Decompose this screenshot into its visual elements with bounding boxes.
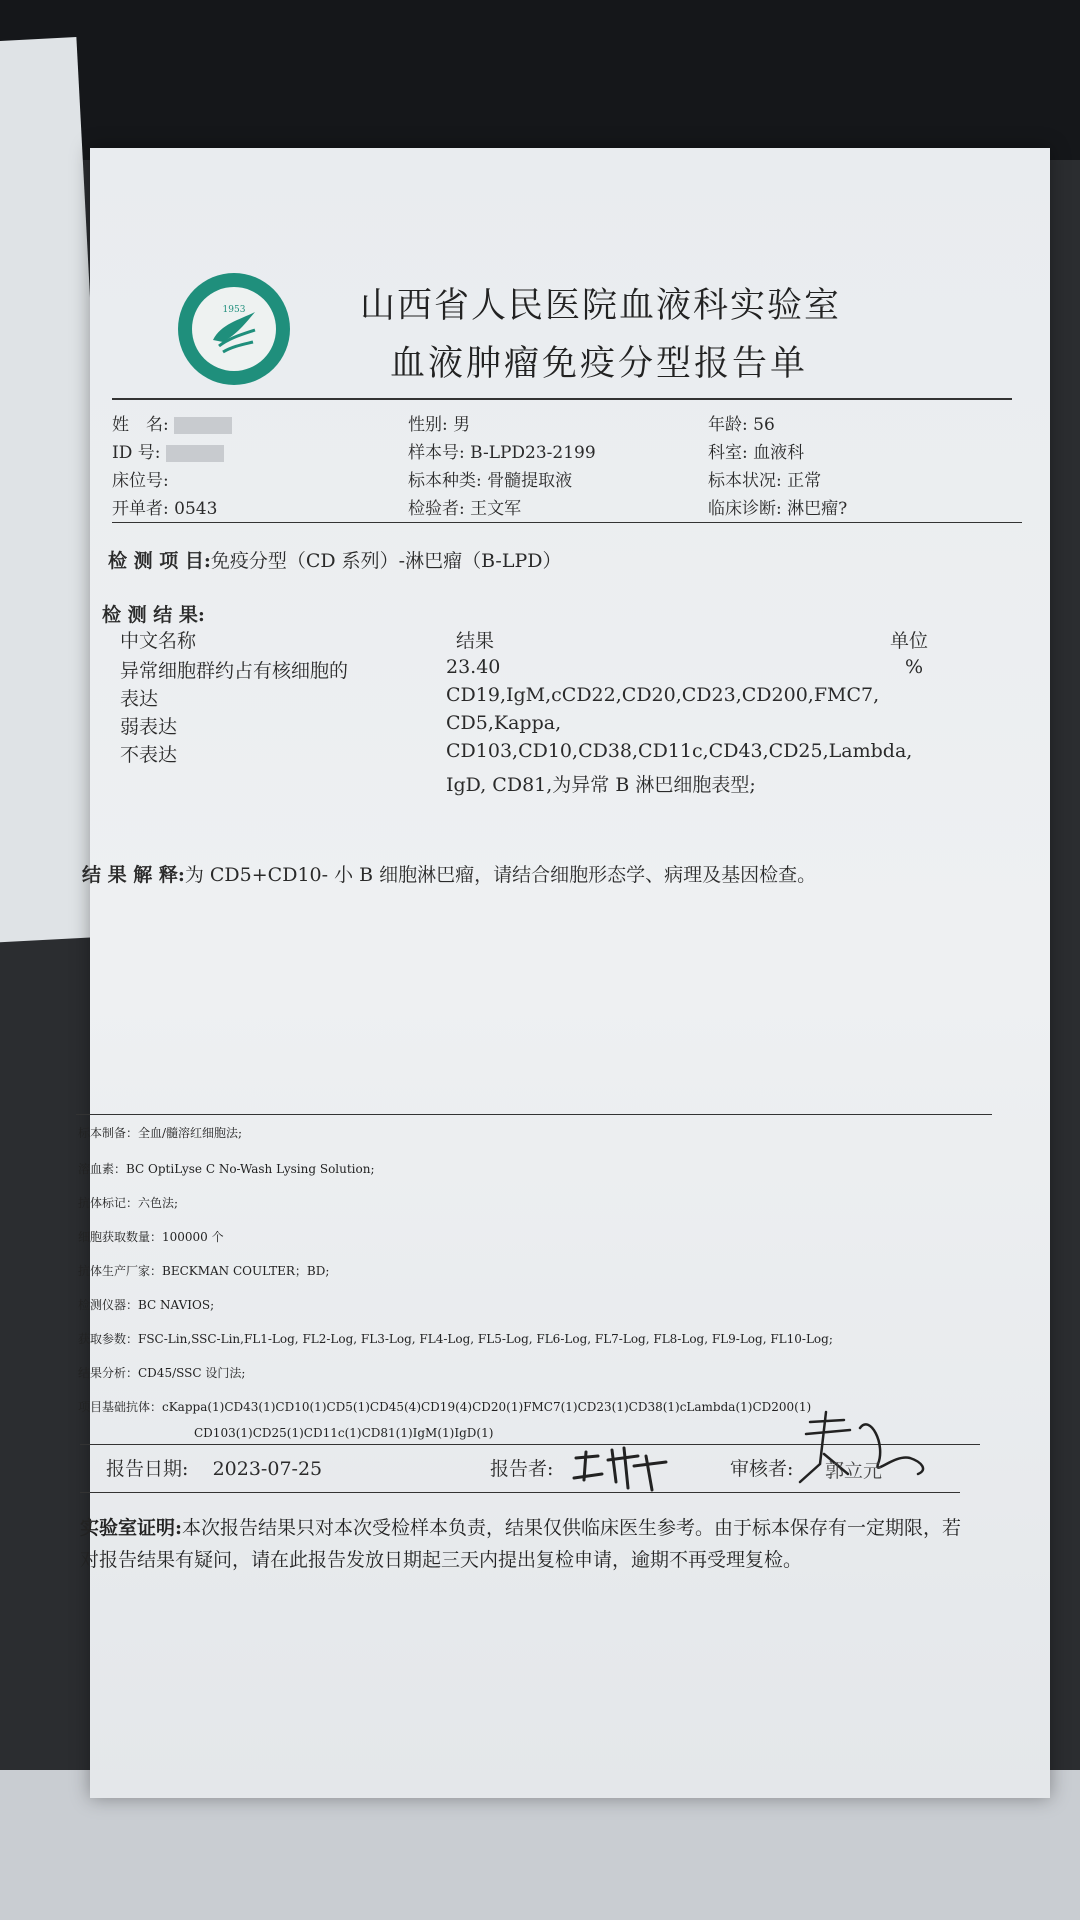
- gender-field: 性别: 男: [408, 415, 471, 435]
- orderer-field: 开单者: 0543: [112, 499, 218, 519]
- bed-field: 床位号:: [112, 471, 169, 491]
- name-redacted: [174, 417, 232, 434]
- reviewer-signature: [790, 1404, 940, 1504]
- interpretation: 结 果 解 释:为 CD5+CD10- 小 B 细胞淋巴瘤，请结合细胞形态学、病理及基因检查。: [82, 864, 817, 886]
- result-row-name: 弱表达: [120, 716, 178, 738]
- method-line: 获取参数：FSC-Lin,SSC-Lin,FL1-Log, FL2-Log, FL3-Log, FL4-Log, FL5-Log, FL6-Log, FL7-Log, FL8-Log, FL9-Log, FL10-Log;: [78, 1332, 833, 1346]
- crane-emblem-icon: [199, 294, 269, 364]
- method-line: 抗体生产厂家：BECKMAN COULTER；BD;: [78, 1264, 330, 1278]
- result-row-value: CD103,CD10,CD38,CD11c,CD43,CD25,Lambda,: [446, 740, 913, 762]
- reporter-signature: [568, 1438, 688, 1498]
- method-line: 标本制备：全血/髓溶红细胞法;: [78, 1126, 243, 1140]
- name-label: 姓 名:: [112, 410, 232, 435]
- reviewer-label: 审核者:: [730, 1458, 794, 1480]
- col-result-header: 结果: [456, 630, 495, 652]
- divider-top: [112, 398, 1012, 400]
- sample-status-field: 标本状况: 正常: [708, 471, 822, 491]
- sample-type-field: 标本种类: 骨髓提取液: [408, 471, 573, 491]
- method-line: CD103(1)CD25(1)CD11c(1)CD81(1)IgM(1)IgD(1): [194, 1426, 494, 1440]
- reporter-label: 报告者:: [490, 1458, 554, 1480]
- reviewer-name: 郭立元: [825, 1460, 883, 1482]
- method-line: 抗体标记：六色法;: [78, 1196, 179, 1210]
- report-paper: [78, 148, 1050, 1798]
- result-row-value: CD19,IgM,cCD22,CD20,CD23,CD200,FMC7,: [446, 684, 880, 706]
- divider-methods: [76, 1114, 992, 1115]
- method-line: 检测仪器：BC NAVIOS;: [78, 1298, 215, 1312]
- test-item: 检 测 项 目:免疫分型（CD 系列）-淋巴瘤（B-LPD）: [108, 550, 562, 572]
- dark-background: [0, 0, 1080, 160]
- method-line: 细胞获取数量：100000 个: [78, 1230, 224, 1244]
- result-row-value: IgD, CD81,为异常 B 淋巴细胞表型;: [446, 774, 756, 796]
- dept-field: 科室: 血液科: [708, 443, 805, 463]
- id-field: ID 号:: [112, 438, 224, 463]
- result-row-unit: %: [905, 656, 924, 678]
- page-title: 山西省人民医院血液科实验室: [360, 286, 842, 326]
- age-field: 年龄: 56: [708, 415, 775, 435]
- result-row-name: 表达: [120, 688, 159, 710]
- logo-year: 1953: [222, 305, 246, 315]
- col-name-header: 中文名称: [120, 630, 197, 652]
- lab-notice: 实验室证明:本次报告结果只对本次受检样本负责，结果仅供临床医生参考。由于标本保存有一定期限，若对报告结果有疑问，请在此报告发放日期起三天内提出复检申请，逾期不再受理复检。: [80, 1517, 962, 1571]
- method-line: 项目基础抗体：cKappa(1)CD43(1)CD10(1)CD5(1)CD45(4)CD19(4)CD20(1)FMC7(1)CD23(1)CD38(1)cLambda(1)CD200(1): [78, 1400, 812, 1414]
- result-row-value: 23.40: [446, 656, 501, 678]
- sample-no-field: 样本号: B-LPD23-2199: [408, 443, 596, 463]
- inspector-field: 检验者: 王文军: [408, 499, 522, 519]
- divider-info: [112, 522, 1022, 523]
- id-redacted: [166, 445, 224, 462]
- divider-footer-bottom: [80, 1492, 960, 1493]
- col-unit-header: 单位: [890, 630, 929, 652]
- result-row-value: CD5,Kappa,: [446, 712, 562, 734]
- result-row-name: 异常细胞群约占有核细胞的: [120, 660, 349, 682]
- method-line: 溶血素：BC OptiLyse C No-Wash Lysing Solution;: [78, 1162, 375, 1176]
- method-line: 结果分析：CD45/SSC 设门法;: [78, 1366, 246, 1380]
- results-heading: 检 测 结 果:: [102, 604, 205, 626]
- report-date: 报告日期: 2023-07-25: [106, 1458, 323, 1480]
- result-row-name: 不表达: [120, 744, 178, 766]
- page-subtitle: 血液肿瘤免疫分型报告单: [390, 344, 809, 384]
- diagnosis-field: 临床诊断: 淋巴瘤?: [708, 499, 848, 519]
- hospital-logo: [178, 273, 290, 385]
